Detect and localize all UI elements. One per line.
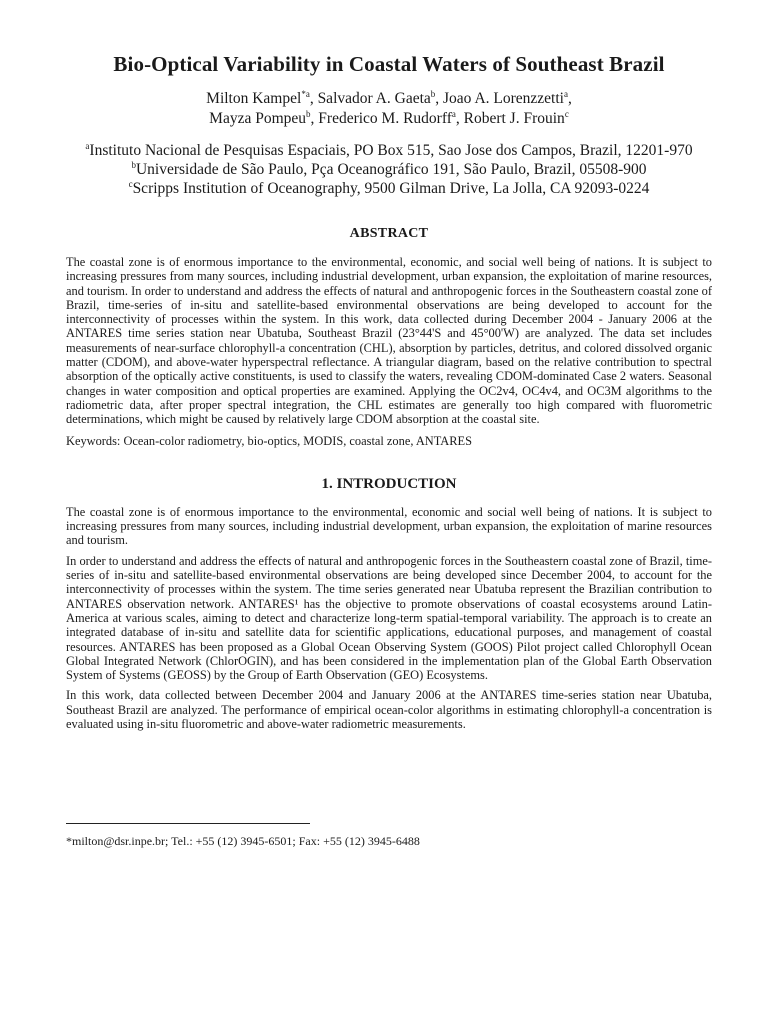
intro-paragraph: In order to understand and address the effects of natural and anthropogenic forces in the Southeastern coastal zone of Brazil, time-series of in-situ and satellite-based environmental observations are being developed since December 2004, to account for the interconnectivity of processes within the system. The time series generated near Ubatuba represent the Brazilian contribution to ANTARES observation network. ANTARES¹ has the objective to promote observations of coastal ecosystems around Latin-America at various scales, aiming to detect and characterize long-term spatial-temporal variability. The approach is to create an integrated database of in-situ and satellite data for scientific applications, educational purposes, and management of coastal resources. ANTARES has been proposed as a Global Ocean Observing System (GOOS) Pilot project called Chlorophyll Ocean Global Integrated Network (ChlorOGIN), and has been considered in the implementation plan of the Global Earth Observation System of Systems (GEOSS) by the Group of Earth Observation (GEO) Ecosystems. bbox=[66, 553, 712, 683]
author-line-1: Milton Kampel$^{*a}$, Salvador A. Gaeta$^b$, Joao A. Lorenzzetti$^a$, bbox=[206, 89, 572, 107]
author-name: Mayza Pompeu bbox=[209, 110, 307, 127]
footnote: *milton@dsr.inpe.br; Tel.: +55 (12) 3945-6501; Fax: +55 (12) 3945-6488 bbox=[66, 834, 420, 848]
author-mark: a bbox=[563, 89, 568, 99]
affiliation bbox=[66, 179, 712, 198]
affiliation-text: Scripps Institution of Oceanography, 9500 Gilman Drive, La Jolla, CA 92093-0224 bbox=[132, 180, 650, 197]
paper-title: Bio-Optical Variability in Coastal Waters of Southeast Brazil bbox=[113, 52, 665, 76]
keywords bbox=[66, 434, 712, 448]
author-mark: b bbox=[306, 109, 311, 119]
affiliation-text: Instituto Nacional de Pesquisas Espaciais, PO Box 515, Sao Jose dos Campos, Brazil, 12201-970 bbox=[89, 142, 693, 159]
affiliation-list bbox=[66, 141, 712, 198]
affiliation-mark: c bbox=[128, 179, 133, 189]
intro-paragraph: In this work, data collected between December 2004 and January 2006 at the ANTARES time-series station near Ubatuba, Southeast Brazil are analyzed. The performance of empirical ocean-color algorithms in estimating chlorophyll-a concentration is evaluated using in-situ fluorometric and above-water radiometric measurements. bbox=[66, 688, 712, 732]
abstract-heading: ABSTRACT bbox=[349, 226, 429, 241]
keywords-text: Ocean-color radiometry, bio-optics, MODIS, coastal zone, ANTARES bbox=[123, 433, 472, 448]
keywords-label: Keywords: bbox=[66, 433, 121, 448]
footnote-divider bbox=[66, 823, 310, 824]
affiliation-mark: a bbox=[85, 141, 90, 151]
author-line-2: Mayza Pompeu$^b$, Frederico M. Rudorff$^a$, Robert J. Frouin$^c$ bbox=[209, 109, 569, 127]
affiliation bbox=[66, 160, 712, 179]
affiliation bbox=[66, 141, 712, 160]
author-mark: *a bbox=[301, 89, 310, 99]
author-name: Milton Kampel bbox=[206, 90, 302, 107]
author-mark: c bbox=[564, 109, 569, 119]
author-mark: a bbox=[451, 109, 456, 119]
author-name: Frederico M. Rudorff bbox=[318, 110, 452, 127]
affiliation-mark: b bbox=[131, 160, 136, 170]
author-mark: b bbox=[430, 89, 436, 99]
section-heading-introduction: 1. INTRODUCTION bbox=[321, 475, 457, 492]
author-list bbox=[66, 89, 712, 129]
intro-paragraph: The coastal zone is of enormous importance to the environmental, economic and social well being of nations. It is subject to increasing pressures from many sources, including industrial development, urban expansion, the exploitation of marine resources and tourism. bbox=[66, 504, 712, 548]
abstract-text: The coastal zone is of enormous importance to the environmental, economic, and social well being of nations. It is subject to increasing pressures from many sources, including industrial development, urban expansion, the exploitation of marine resources, and tourism. In order to understand and address the effects of natural and anthropogenic forces in the Southeastern coastal zone of Brazil, time-series of in-situ and satellite-based environmental observations are being developed to account for the interconnectivity of processes within the system. In this work, data collected during December 2004 - January 2006 at the ANTARES time series station near Ubatuba, Southeast Brazil (23°44'S and 45°00'W) are analyzed. The data set includes measurements of near-surface chlorophyll-a concentration (CHL), absorption by particles, detritus, and colored dissolved organic matter (CDOM), and above-water hyperspectral reflectance. A triangular diagram, based on the relative contribution to spectral absorption of the optically active constituents, is used to classify the waters, revealing CDOM-dominated Case 2 waters. Seasonal changes in water composition and optical properties are examined. Applying the OC2v4, OC4v4, and OC3M algorithms to the radiometric data, after proper spectral integration, the CHL estimates are generally too high compared with fluorometric determinations, which might be caused by relatively large CDOM absorption at the coastal site. bbox=[66, 255, 712, 427]
author-name: Joao A. Lorenzzetti bbox=[443, 90, 564, 107]
author-name: Robert J. Frouin bbox=[463, 110, 565, 127]
affiliation-text: Universidade de São Paulo, Pça Oceanográfico 191, São Paulo, Brazil, 05508-900 bbox=[135, 161, 647, 178]
author-name: Salvador A. Gaeta bbox=[317, 90, 431, 107]
